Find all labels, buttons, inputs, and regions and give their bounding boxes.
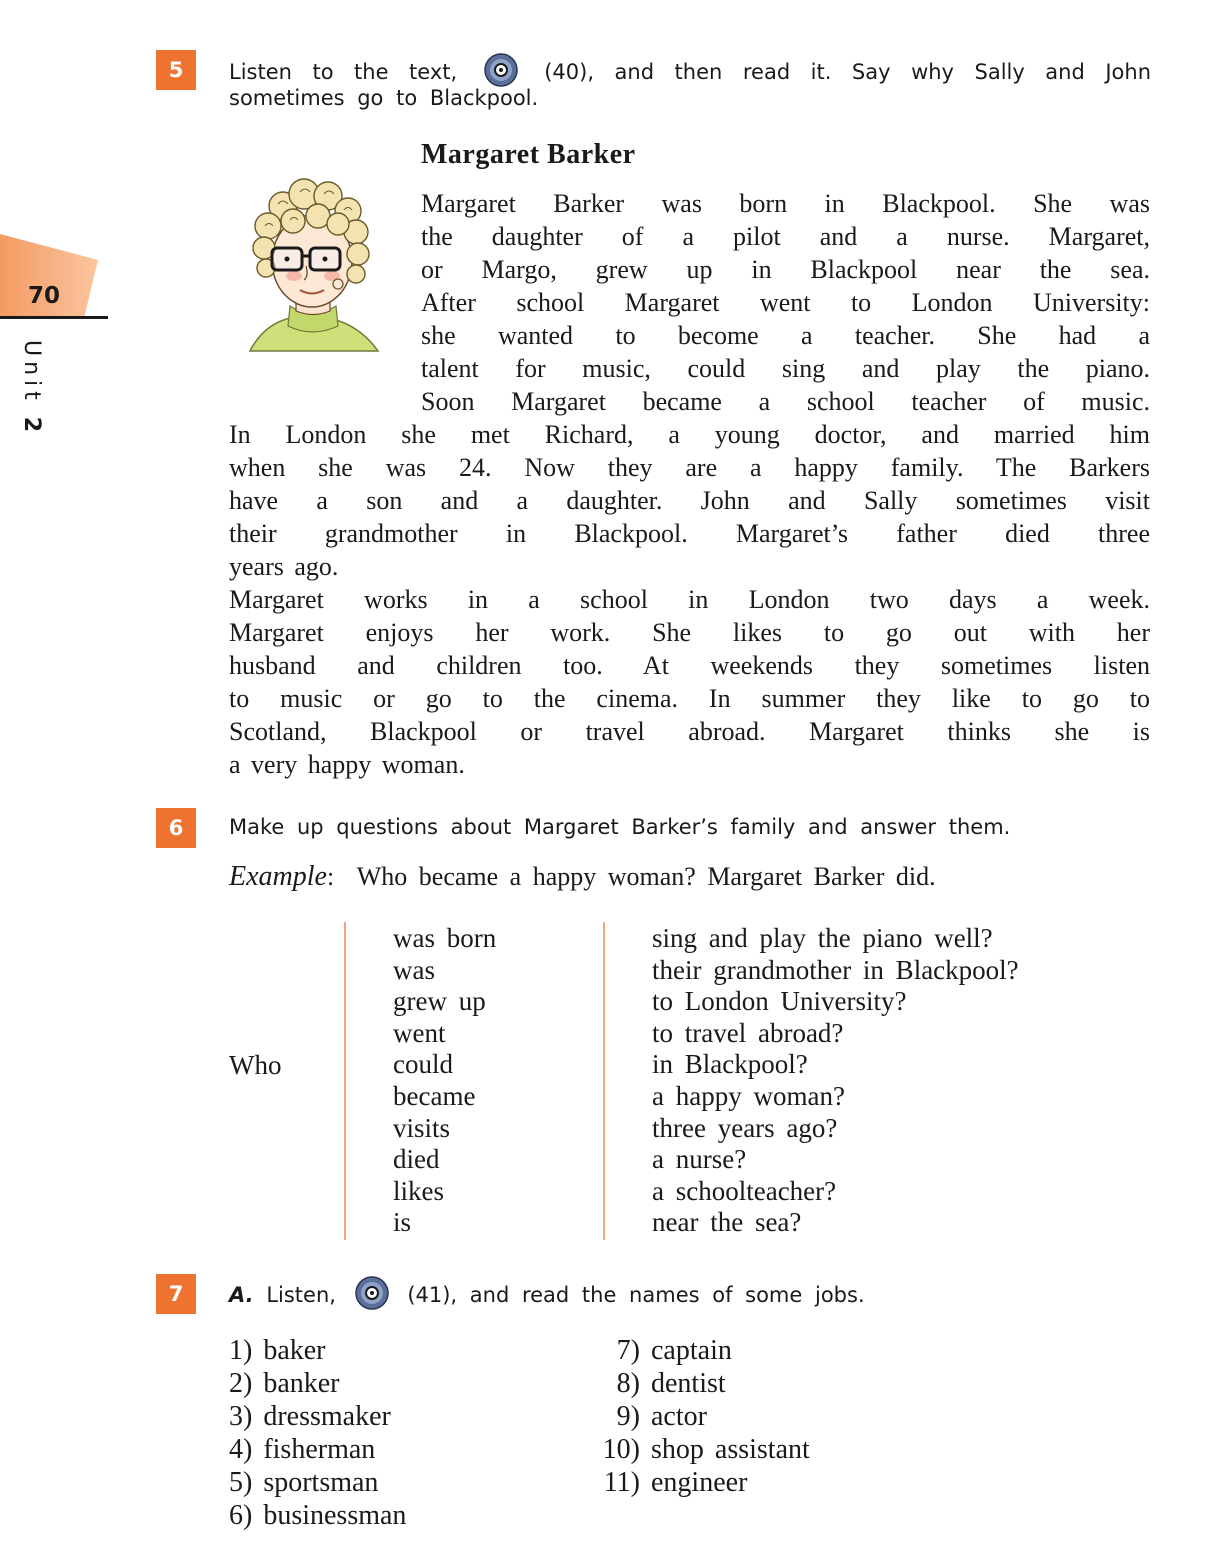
- audio-cd-icon[interactable]: [484, 53, 518, 87]
- margaret-portrait-illustration: [238, 166, 384, 362]
- table-ending: a happy woman?: [652, 1080, 845, 1111]
- page-number: 70: [28, 283, 61, 309]
- text-line: or Margo, grew up in Blackpool near the sea.: [421, 255, 1150, 284]
- exercise-7-instruction: A. Listen, (41), and read the names of some jobs.: [229, 1279, 865, 1313]
- table-ending: to travel abroad?: [652, 1017, 844, 1048]
- table-verb: grew up: [393, 986, 486, 1017]
- table-ending: a nurse?: [652, 1144, 747, 1175]
- table-verb: went: [393, 1017, 446, 1048]
- text-line: Soon Margaret became a school teacher of music.: [421, 387, 1150, 416]
- text-line: she wanted to become a teacher. She had a: [421, 321, 1150, 350]
- table-verb: could: [393, 1049, 453, 1080]
- list-item: 1) baker: [229, 1335, 326, 1366]
- text-line: years ago.: [229, 552, 339, 581]
- list-item: 4) fisherman: [229, 1434, 376, 1465]
- example-label: Example: [229, 861, 327, 892]
- table-verb: visits: [393, 1112, 451, 1143]
- list-item: 7) captain: [616, 1335, 732, 1366]
- table-verb: died: [393, 1144, 440, 1175]
- table-verb: was born: [393, 923, 497, 953]
- exercise-number-5: 5: [156, 50, 196, 90]
- exercise-5-instruction-line-2: sometimes go to Blackpool.: [229, 86, 539, 110]
- table-ending: to London University?: [652, 986, 907, 1017]
- exercise-6-instruction: Make up questions about Margaret Barker’s family and answer them.: [229, 815, 1011, 839]
- text-line: the daughter of a pilot and a nurse. Margaret,: [421, 222, 1150, 251]
- text-line: their grandmother in Blackpool. Margaret’s father died three: [229, 519, 1150, 548]
- list-item: 9) actor: [616, 1401, 707, 1432]
- example-text: Who became a happy woman? Margaret Barker did.: [356, 862, 936, 891]
- text-line: After school Margaret went to London University:: [421, 288, 1150, 317]
- table-verb: became: [393, 1080, 476, 1111]
- exercise-5-instruction-a: Listen to the text,: [229, 60, 458, 84]
- text-line: to music or go to the cinema. In summer they like to go to: [229, 684, 1150, 713]
- table-verb: was: [393, 954, 435, 985]
- table-ending: in Blackpool?: [652, 1049, 808, 1080]
- text-line: have a son and a daughter. John and Sally sometimes visit: [229, 486, 1150, 515]
- table-verb: is: [393, 1207, 412, 1238]
- table-divider-right: [603, 922, 605, 1240]
- table-ending: near the sea?: [652, 1207, 802, 1238]
- table-divider-left: [344, 922, 346, 1240]
- exercise-5-instruction-line-1: [229, 56, 1151, 90]
- table-ending: sing and play the piano well?: [652, 923, 993, 953]
- text-paragraph-2: [229, 583, 1150, 781]
- list-item: 6) businessman: [229, 1500, 407, 1531]
- text-line: Scotland, Blackpool or travel abroad. Margaret thinks she is: [229, 717, 1150, 746]
- table-ending: three years ago?: [652, 1112, 838, 1143]
- table-who: Who: [229, 1050, 282, 1080]
- exercise-5-instruction-b: (40), and then read it. Say why Sally and John: [544, 60, 1151, 84]
- text-line: In London she met Richard, a young doctor, and married him: [229, 420, 1150, 449]
- text-line: Margaret enjoys her work. She likes to go out with her: [229, 618, 1150, 647]
- table-endings-column: [652, 923, 1019, 1239]
- table-verb: likes: [393, 1175, 444, 1206]
- list-item: 5) sportsman: [229, 1467, 379, 1498]
- table-ending: their grandmother in Blackpool?: [652, 954, 1019, 985]
- jobs-list-right: [590, 1334, 810, 1499]
- text-line: Margaret Barker was born in Blackpool. She was: [421, 189, 1150, 218]
- text-line: when she was 24. Now they are a happy family. The Barkers: [229, 453, 1150, 482]
- list-item: 8) dentist: [616, 1368, 726, 1399]
- text-paragraph-1: [229, 418, 1150, 583]
- list-item: 3) dressmaker: [229, 1401, 391, 1432]
- list-item: 11) engineer: [603, 1467, 748, 1498]
- text-line: husband and children too. At weekends they sometimes listen: [229, 651, 1150, 680]
- exercise-number-6: 6: [156, 808, 196, 848]
- list-item: 10) shop assistant: [602, 1434, 810, 1465]
- table-verbs-column: [393, 923, 496, 1239]
- text-line: talent for music, could sing and play the piano.: [421, 354, 1150, 383]
- unit-label: Unit 2: [19, 340, 44, 438]
- exercise-number-7: 7: [156, 1274, 196, 1314]
- audio-cd-icon[interactable]: [355, 1276, 389, 1310]
- text-paragraph-wrapped: [421, 187, 1150, 418]
- table-ending: a schoolteacher?: [652, 1175, 837, 1206]
- text-title: Margaret Barker: [421, 139, 636, 170]
- example-line: Example: Who became a happy woman? Margaret Barker did.: [229, 861, 936, 892]
- jobs-list-left: [229, 1334, 406, 1532]
- page-number-rule: [0, 316, 108, 319]
- text-line: Margaret works in a school in London two days a week.: [229, 585, 1150, 614]
- text-line: a very happy woman.: [229, 750, 465, 779]
- list-item: 2) banker: [229, 1368, 340, 1399]
- exercise-7-part: A.: [229, 1283, 254, 1307]
